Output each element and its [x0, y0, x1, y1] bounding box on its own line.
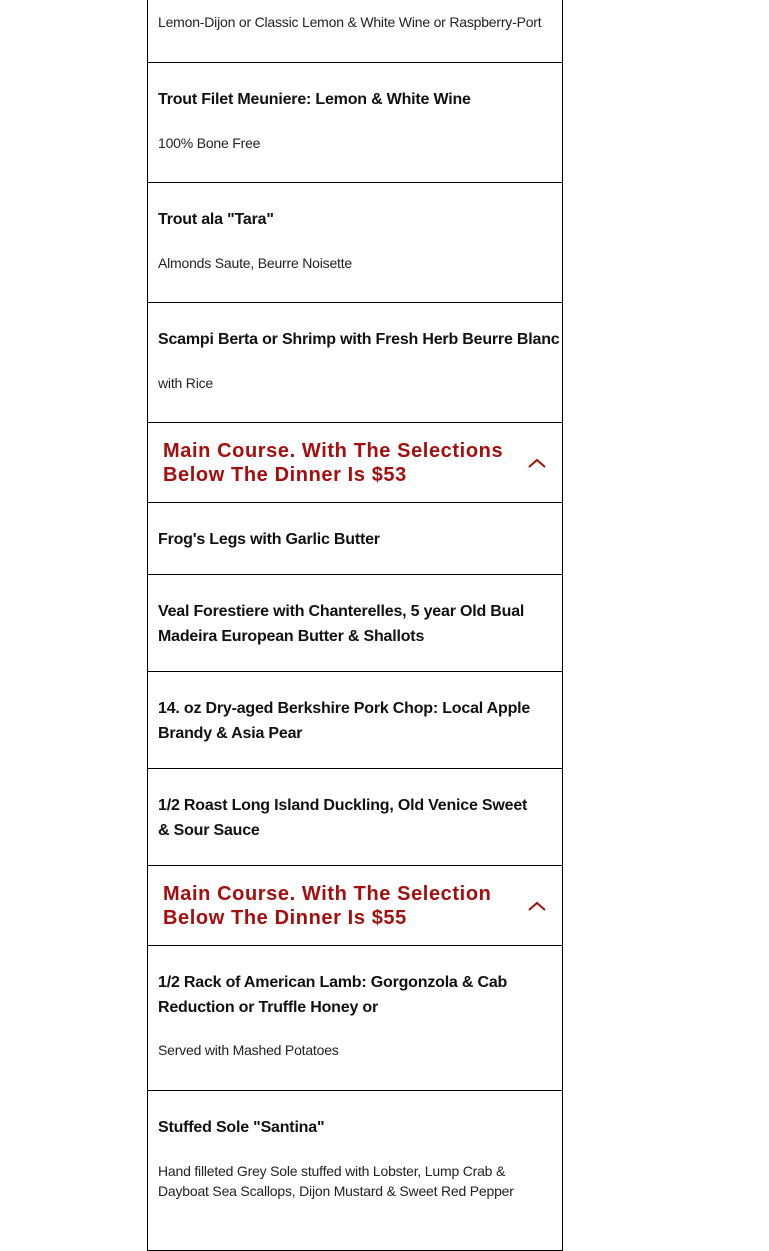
section-title: Main Course. With The Selection Below The Dinner Is $55: [163, 882, 492, 929]
menu-column: [147, 0, 563, 1251]
menu-item: [148, 0, 562, 63]
chevron-up-icon[interactable]: [527, 899, 547, 913]
menu-item-title: 1/2 Roast Long Island Duckling, Old Venice Sweet & Sour Sauce: [158, 797, 528, 839]
menu-item: [148, 183, 562, 303]
section-header-55[interactable]: [148, 866, 562, 946]
menu-item-description: Hand filleted Grey Sole stuffed with Lobster, Lump Crab & Dayboat Sea Scallops, Dijon Mustard & Sweet Red Pepper: [158, 1163, 514, 1199]
section-title: Main Course. With The Selections Below The Dinner Is $53: [163, 439, 504, 486]
section-header-53[interactable]: [148, 423, 562, 503]
menu-item: [148, 503, 562, 575]
menu-item: [148, 303, 562, 423]
menu-item-description: Served with Mashed Potatoes: [158, 1042, 339, 1058]
menu-item: [148, 63, 562, 183]
menu-item-title: 14. oz Dry-aged Berkshire Pork Chop: Local Apple Brandy & Asia Pear: [158, 700, 531, 742]
menu-item-title: Trout Filet Meuniere: Lemon & White Wine: [158, 91, 471, 108]
menu-item-title: Stuffed Sole "Santina": [158, 1119, 325, 1136]
menu-item: [148, 769, 562, 866]
menu-item-description: Lemon-Dijon or Classic Lemon & White Wine or Raspberry-Port: [158, 14, 542, 30]
menu-item-description: Almonds Saute, Beurre Noisette: [158, 255, 352, 271]
menu-item-title: Scampi Berta or Shrimp with Fresh Herb Beurre Blanc: [158, 331, 560, 348]
chevron-up-icon[interactable]: [527, 456, 547, 470]
menu-item-title: Veal Forestiere with Chanterelles, 5 year Old Bual Madeira European Butter & Shallots: [158, 603, 525, 645]
menu-item: [148, 946, 562, 1091]
menu-item-title: Trout ala "Tara": [158, 211, 274, 228]
menu-item-title: Frog's Legs with Garlic Butter: [158, 531, 380, 548]
menu-item-title: 1/2 Rack of American Lamb: Gorgonzola & Cab Reduction or Truffle Honey or: [158, 974, 508, 1016]
menu-item-description: with Rice: [158, 375, 213, 391]
menu-item: [148, 1091, 562, 1251]
menu-item: [148, 575, 562, 672]
menu-item-description: 100% Bone Free: [158, 135, 261, 151]
menu-item: [148, 672, 562, 769]
